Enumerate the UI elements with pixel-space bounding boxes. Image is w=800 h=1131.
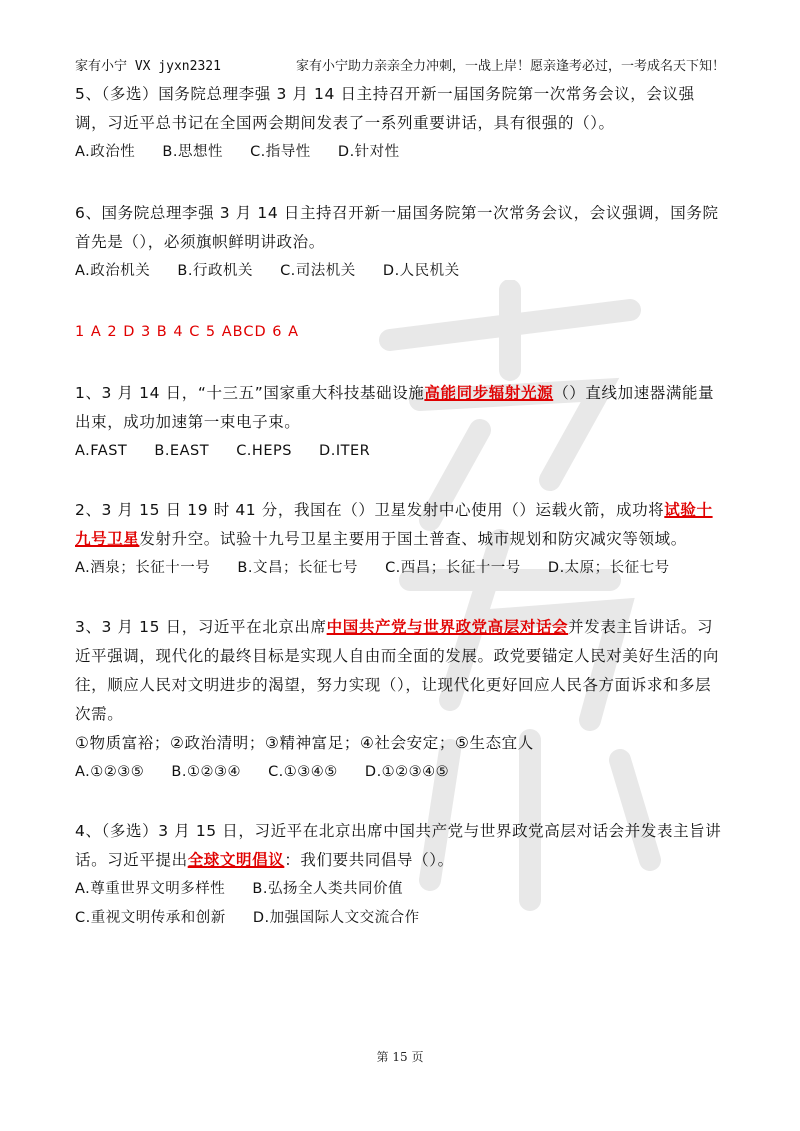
news-question-4-text: 4、（多选）3 月 15 日，习近平在北京出席中国共产党与世界政党高层对话会并发表主旨讲话。习近平提出全球文明倡议：我们要共同倡导（）。 — [75, 822, 722, 869]
news-question-3-text: 3、3 月 15 日，习近平在北京出席中国共产党与世界政党高层对话会并发表主旨讲话。习近平强调，现代化的最终目标是实现人自由而全面的发展。政党要锚定人民对美好生活的向往，顺应人民对文明进步的渴望，努力实现（），让现代化更好回应人民各方面诉求和多层次需。 — [75, 618, 720, 723]
header-right: 家有小宁助力亲亲全力冲刺，一战上岸！愿亲逢考必过，一考成名天下知！ — [295, 59, 725, 74]
highlight-term: 中国共产党与世界政党高层对话会 — [326, 618, 569, 636]
highlight-term: 全球文明倡议 — [187, 851, 285, 869]
option-a: A.FAST — [75, 443, 128, 459]
option-a: A.政治性 — [75, 144, 136, 160]
option-d: D.太原；长征七号 — [547, 560, 670, 576]
option-c: C.司法机关 — [280, 263, 356, 279]
news-question-4-options-row2 — [75, 904, 725, 933]
option-a: A.政治机关 — [75, 263, 151, 279]
page-content — [75, 80, 725, 933]
news-question-2-text: 2、3 月 15 日 19 时 41 分，我国在（）卫星发射中心使用（）运载火箭，成功将试验十九号卫星发射升空。试验十九号卫星主要用于国土普查、城市规划和防灾减灾等领域。 — [75, 501, 713, 548]
option-a: A.酒泉；长征十一号 — [75, 560, 211, 576]
option-b: B.文昌；长征七号 — [237, 560, 358, 576]
news-question-3-items: ①物质富裕；②政治清明；③精神富足；④社会安定；⑤生态宜人 — [75, 734, 534, 752]
question-5-options — [75, 138, 725, 167]
page-number: 第 15 页 — [376, 1050, 424, 1064]
highlight-term: 试验十九号卫星 — [75, 501, 713, 548]
option-c: C.重视文明传承和创新 — [75, 910, 226, 926]
page-header — [75, 56, 725, 78]
option-b: B.行政机关 — [177, 263, 253, 279]
option-a: A.尊重世界文明多样性 — [75, 881, 226, 897]
news-question-1-text: 1、3 月 14 日，“十三五”国家重大科技基础设施高能同步辐射光源（）直线加速器满能量出束，成功加速第一束电子束。 — [75, 384, 715, 431]
answer-key: 1 A 2 D 3 B 4 C 5 ABCD 6 A — [75, 324, 300, 340]
option-d: D.加强国际人文交流合作 — [252, 910, 420, 926]
news-question-1-options — [75, 437, 725, 466]
news-question-2-options — [75, 554, 725, 583]
news-question-4-options-row1 — [75, 875, 725, 904]
option-b: B.①②③④ — [171, 764, 241, 780]
option-d: D.ITER — [319, 443, 371, 459]
question-6-options — [75, 257, 725, 286]
question-5-text: 5、（多选）国务院总理李强 3 月 14 日主持召开新一届国务院第一次常务会议，会议强调，习近平总书记在全国两会期间发表了一系列重要讲话，具有很强的（）。 — [75, 85, 695, 132]
option-b: B.思想性 — [162, 144, 223, 160]
news-question-3-options — [75, 758, 725, 787]
question-6-text: 6、国务院总理李强 3 月 14 日主持召开新一届国务院第一次常务会议，会议强调，国务院首先是（），必须旗帜鲜明讲政治。 — [75, 204, 719, 251]
option-c: C.HEPS — [236, 443, 292, 459]
option-d: D.针对性 — [337, 144, 400, 160]
option-c: C.①③④⑤ — [268, 764, 338, 780]
option-c: C.西昌；长征十一号 — [385, 560, 521, 576]
option-d: D.①②③④⑤ — [364, 764, 450, 780]
highlight-term: 高能同步辐射光源 — [424, 384, 554, 402]
option-b: B.弘扬全人类共同价值 — [252, 881, 403, 897]
option-d: D.人民机关 — [382, 263, 460, 279]
header-left: 家有小宁 VX jyxn2321 — [75, 59, 221, 74]
option-c: C.指导性 — [250, 144, 311, 160]
option-a: A.①②③⑤ — [75, 764, 145, 780]
option-b: B.EAST — [154, 443, 210, 459]
